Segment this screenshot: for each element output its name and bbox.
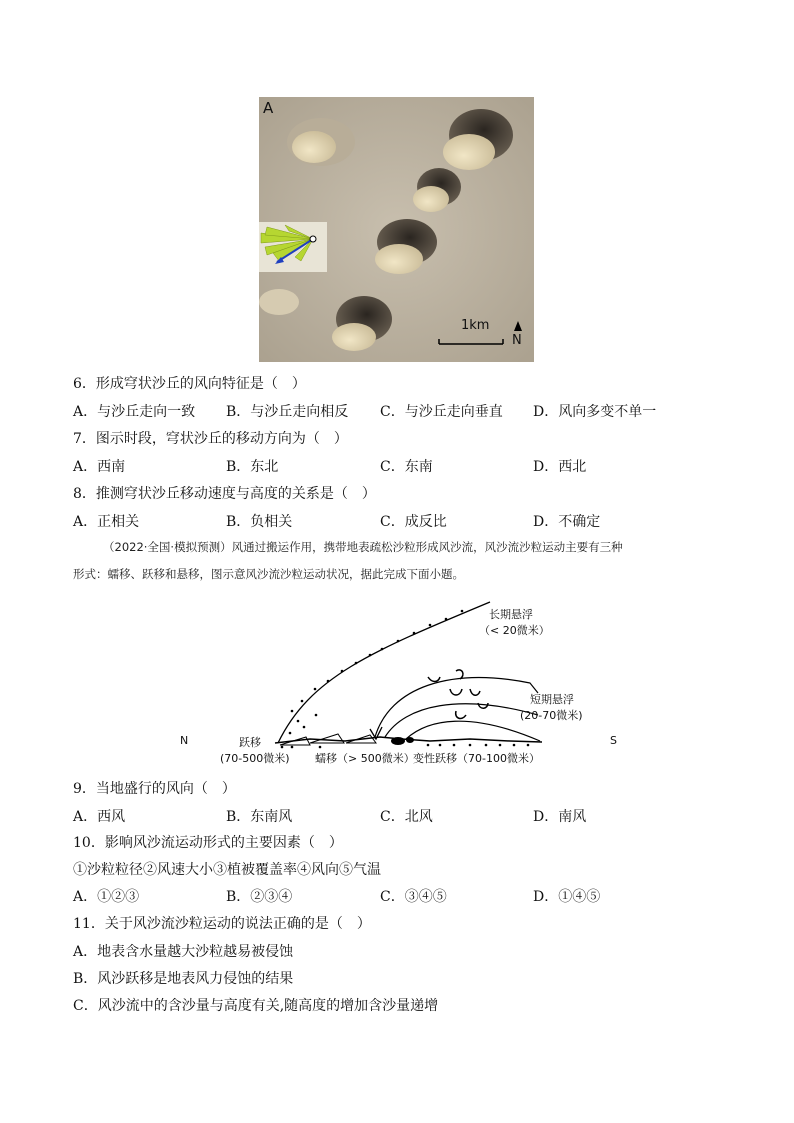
image-corner-label: A: [263, 99, 274, 117]
passage-intro: [73, 534, 723, 588]
question-6-stem: 6．形成穹状沙丘的风向特征是（ ）: [73, 376, 306, 392]
q6-option-d: D．风向多变不单一: [533, 404, 657, 420]
passage-line-2: 形式：蠕移、跃移和悬移，图示意风沙流沙粒运动状况，据此完成下面小题。: [73, 567, 464, 581]
q7-option-c: C．东南: [380, 459, 433, 475]
north-label: N: [512, 333, 522, 348]
q8-option-d: D．不确定: [533, 514, 601, 530]
q10-option-b: B．②③④: [226, 889, 293, 905]
q8-option-b: B．负相关: [226, 514, 293, 530]
question-7-stem: 7．图示时段，穹状沙丘的移动方向为（ ）: [73, 431, 348, 447]
modified-saltation-label: 变性跃移（70-100微米）: [413, 752, 540, 765]
question-9-stem: 9．当地盛行的风向（ ）: [73, 781, 236, 797]
saltation-label: 跃移: [239, 736, 261, 749]
question-8-stem: 8．推测穹状沙丘移动速度与高度的关系是（ ）: [73, 486, 376, 502]
q11-option-c: C．风沙流中的含沙量与高度有关,随高度的增加含沙量递增: [73, 998, 439, 1014]
question-10-factors: ①沙粒粒径②风速大小③植被覆盖率④风向⑤气温: [73, 862, 381, 878]
q6-option-a: A．与沙丘走向一致: [73, 404, 196, 420]
q8-option-c: C．成反比: [380, 514, 447, 530]
dune-shape: [287, 118, 355, 166]
passage-line-1: （2022·全国·模拟预测）风通过搬运作用，携带地表疏松沙粒形成风沙流，风沙流沙粒运动主要有三种: [103, 540, 623, 554]
q10-option-a: A．①②③: [73, 889, 140, 905]
q6-option-c: C．与沙丘走向垂直: [380, 404, 503, 420]
creep-label: 蠕移（> 500微米）: [315, 752, 415, 765]
q9-option-b: B．东南风: [226, 809, 293, 825]
q7-option-b: B．东北: [226, 459, 279, 475]
short-suspension-size: (20-70微米): [520, 709, 583, 722]
short-suspension-label: 短期悬浮: [530, 693, 574, 706]
long-suspension-label: 长期悬浮: [489, 608, 533, 621]
question-10-stem: 10．影响风沙流运动形式的主要因素（ ）: [73, 835, 343, 851]
wind-rose-icon: [259, 222, 327, 272]
north-side-label: N: [180, 734, 189, 747]
sand-transport-diagram: [170, 597, 630, 777]
q10-option-d: D．①④⑤: [533, 889, 601, 905]
long-suspension-size: （< 20微米）: [479, 624, 550, 637]
question-11-stem: 11．关于风沙流沙粒运动的说法正确的是（ ）: [73, 916, 371, 932]
dune-satellite-image: [259, 97, 534, 362]
q11-option-a: A．地表含水量越大沙粒越易被侵蚀: [73, 944, 294, 960]
q8-option-a: A．正相关: [73, 514, 140, 530]
q9-option-c: C．北风: [380, 809, 433, 825]
q11-option-b: B．风沙跃移是地表风力侵蚀的结果: [73, 971, 294, 987]
saltation-size: (70-500微米): [220, 752, 290, 765]
q9-option-d: D．南风: [533, 809, 587, 825]
q7-option-d: D．西北: [533, 459, 587, 475]
south-side-label: S: [610, 734, 617, 747]
q10-option-c: C．③④⑤: [380, 889, 447, 905]
scale-label: 1km: [461, 318, 490, 333]
q9-option-a: A．西风: [73, 809, 126, 825]
q6-option-b: B．与沙丘走向相反: [226, 404, 349, 420]
q7-option-a: A．西南: [73, 459, 126, 475]
